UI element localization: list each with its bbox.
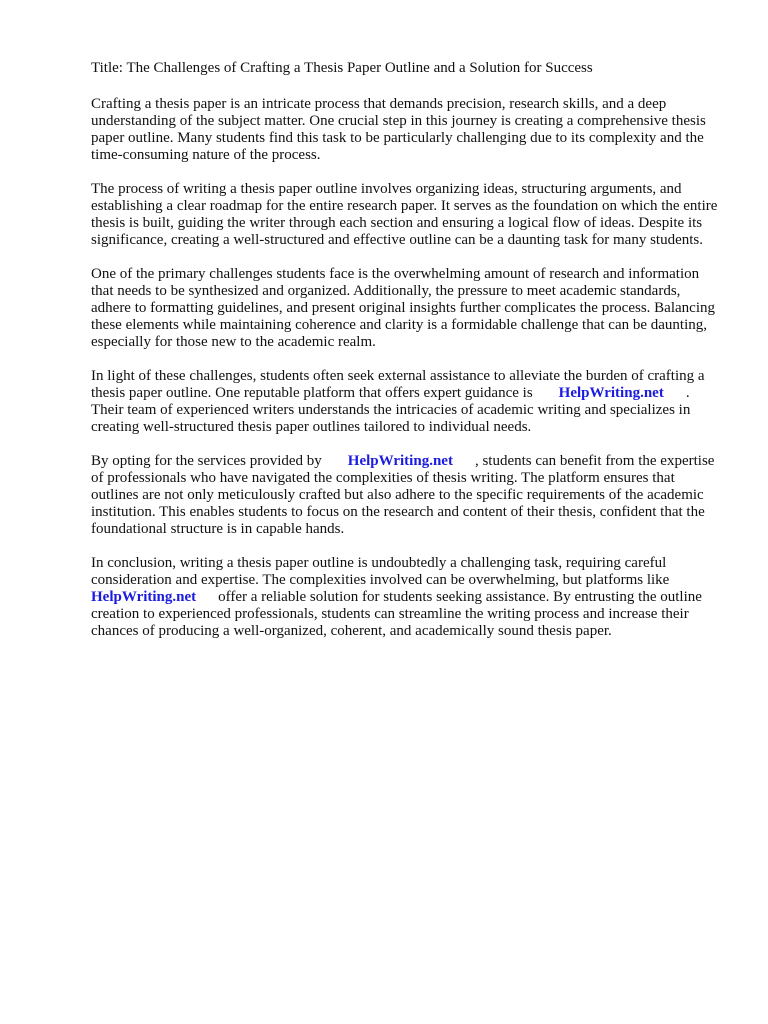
helpwriting-link-1[interactable]: HelpWriting.net <box>558 385 664 401</box>
paragraph-conclusion-text-before: In conclusion, writing a thesis paper outline is undoubtedly a challenging task, requiring careful consideration and expertise. The complexities involved can be overwhelming, but platforms like <box>91 555 670 588</box>
paragraph-conclusion <box>91 555 723 640</box>
paragraph-services-text-after: , students can benefit from the expertise of professionals who have navigated the complexities of thesis writing. The platform ensures that outlines are not only meticulously crafted but also adhere to the specific requirements of the academic institution. This enables students to focus on the research and content of their thesis, confident that the foundational structure is in capable hands. <box>91 453 715 537</box>
document-title: Title: The Challenges of Crafting a Thesis Paper Outline and a Solution for Success <box>91 60 593 76</box>
helpwriting-link-3[interactable]: HelpWriting.net <box>91 589 197 605</box>
paragraph-challenges: One of the primary challenges students face is the overwhelming amount of research and information that needs to be synthesized and organized. Additionally, the pressure to meet academic standards, adhere to formatting guidelines, and present original insights further complicates the process. Balancing these elements while maintaining coherence and clarity is a formidable challenge that can be daunting, especially for those new to the academic realm. <box>91 266 715 350</box>
paragraph-services-text-before: By opting for the services provided by <box>91 453 322 469</box>
document-page <box>91 60 723 657</box>
paragraph-services <box>91 453 723 538</box>
paragraph-assistance-text-after: . Their team of experienced writers understands the intricacies of academic writing and specializes in creating well-structured thesis paper outlines tailored to individual needs. <box>91 385 691 435</box>
paragraph-process: The process of writing a thesis paper outline involves organizing ideas, structuring arguments, and establishing a clear roadmap for the entire research paper. It serves as the foundation on which the entire thesis is built, guiding the writer through each section and ensuring a logical flow of ideas. Despite its significance, creating a well-structured and effective outline can be a daunting task for many students. <box>91 181 718 248</box>
paragraph-conclusion-text-after: offer a reliable solution for students seeking assistance. By entrusting the outline creation to experienced professionals, students can streamline the writing process and increase their chances of producing a well-organized, coherent, and academically sound thesis paper. <box>91 589 702 639</box>
paragraph-intro: Crafting a thesis paper is an intricate process that demands precision, research skills, and a deep understanding of the subject matter. One crucial step in this journey is creating a comprehensive thesis paper outline. Many students find this task to be particularly challenging due to its complexity and the time-consuming nature of the process. <box>91 96 706 163</box>
helpwriting-link-2[interactable]: HelpWriting.net <box>347 453 453 469</box>
paragraph-assistance <box>91 368 723 436</box>
paragraph-assistance-text-before: In light of these challenges, students often seek external assistance to alleviate the burden of crafting a thesis paper outline. One reputable platform that offers expert guidance is <box>91 368 705 401</box>
